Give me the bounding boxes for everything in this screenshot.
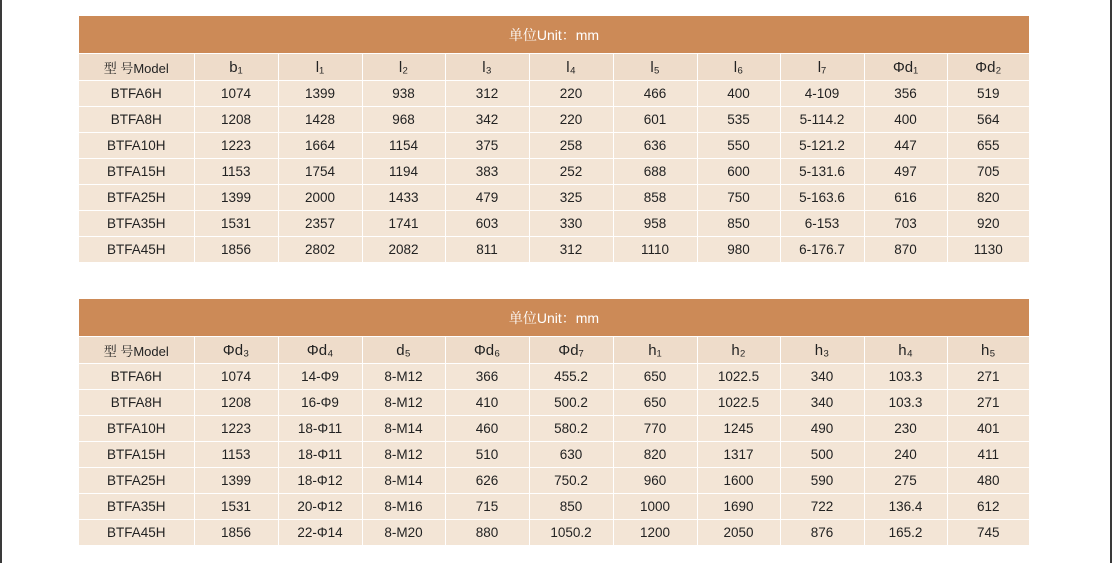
column-header: Φd₂	[947, 54, 1029, 81]
value-cell: 275	[864, 468, 947, 494]
value-cell: 480	[947, 468, 1029, 494]
value-cell: 750.2	[529, 468, 613, 494]
value-cell: 5-131.6	[780, 159, 864, 185]
column-header: Φd₁	[864, 54, 947, 81]
value-cell: 252	[529, 159, 613, 185]
value-cell: 2357	[278, 211, 362, 237]
value-cell: 655	[947, 133, 1029, 159]
value-cell: 1433	[362, 185, 445, 211]
table-row	[79, 81, 1029, 107]
value-cell: 811	[445, 237, 529, 263]
value-cell: 1856	[194, 237, 278, 263]
value-cell: 688	[613, 159, 697, 185]
table-row	[79, 159, 1029, 185]
value-cell: 650	[613, 390, 697, 416]
column-header: Φd₆	[445, 337, 529, 364]
value-cell: 1223	[194, 416, 278, 442]
value-cell: 1741	[362, 211, 445, 237]
column-header: Φd₃	[194, 337, 278, 364]
table-row	[79, 211, 1029, 237]
column-header: Φd₇	[529, 337, 613, 364]
value-cell: 401	[947, 416, 1029, 442]
model-cell: BTFA10H	[79, 133, 194, 159]
value-cell: 312	[529, 237, 613, 263]
column-header: l₁	[278, 54, 362, 81]
column-header: h₃	[780, 337, 864, 364]
value-cell: 4-109	[780, 81, 864, 107]
value-cell: 601	[613, 107, 697, 133]
value-cell: 850	[529, 494, 613, 520]
value-cell: 240	[864, 442, 947, 468]
value-cell: 535	[697, 107, 780, 133]
value-cell: 980	[697, 237, 780, 263]
value-cell: 510	[445, 442, 529, 468]
value-cell: 745	[947, 520, 1029, 546]
value-cell: 1754	[278, 159, 362, 185]
value-cell: 6-176.7	[780, 237, 864, 263]
value-cell: 705	[947, 159, 1029, 185]
value-cell: 1074	[194, 364, 278, 390]
value-cell: 325	[529, 185, 613, 211]
column-header: l₃	[445, 54, 529, 81]
value-cell: 1399	[194, 468, 278, 494]
value-cell: 466	[613, 81, 697, 107]
value-cell: 1050.2	[529, 520, 613, 546]
value-cell: 850	[697, 211, 780, 237]
value-cell: 1154	[362, 133, 445, 159]
value-cell: 2802	[278, 237, 362, 263]
value-cell: 340	[780, 390, 864, 416]
value-cell: 703	[864, 211, 947, 237]
value-cell: 14-Φ9	[278, 364, 362, 390]
table-2-body	[79, 364, 1029, 546]
column-header: 型 号Model	[79, 54, 194, 81]
value-cell: 5-121.2	[780, 133, 864, 159]
value-cell: 1153	[194, 442, 278, 468]
table-row	[79, 185, 1029, 211]
value-cell: 103.3	[864, 390, 947, 416]
value-cell: 375	[445, 133, 529, 159]
value-cell: 340	[780, 364, 864, 390]
value-cell: 603	[445, 211, 529, 237]
table-row	[79, 416, 1029, 442]
value-cell: 1428	[278, 107, 362, 133]
value-cell: 519	[947, 81, 1029, 107]
value-cell: 870	[864, 237, 947, 263]
value-cell: 5-114.2	[780, 107, 864, 133]
table-row	[79, 520, 1029, 546]
column-header: b₁	[194, 54, 278, 81]
column-header: d₅	[362, 337, 445, 364]
value-cell: 383	[445, 159, 529, 185]
value-cell: 1110	[613, 237, 697, 263]
value-cell: 22-Φ14	[278, 520, 362, 546]
model-cell: BTFA45H	[79, 520, 194, 546]
value-cell: 447	[864, 133, 947, 159]
value-cell: 500	[780, 442, 864, 468]
value-cell: 938	[362, 81, 445, 107]
value-cell: 1664	[278, 133, 362, 159]
model-cell: BTFA25H	[79, 185, 194, 211]
value-cell: 8-M12	[362, 442, 445, 468]
value-cell: 220	[529, 107, 613, 133]
value-cell: 16-Φ9	[278, 390, 362, 416]
value-cell: 820	[613, 442, 697, 468]
column-header: l₄	[529, 54, 613, 81]
value-cell: 8-M14	[362, 416, 445, 442]
model-cell: BTFA45H	[79, 237, 194, 263]
table-row	[79, 133, 1029, 159]
value-cell: 312	[445, 81, 529, 107]
value-cell: 8-M20	[362, 520, 445, 546]
model-cell: BTFA35H	[79, 494, 194, 520]
value-cell: 1690	[697, 494, 780, 520]
value-cell: 1208	[194, 107, 278, 133]
value-cell: 1130	[947, 237, 1029, 263]
value-cell: 400	[697, 81, 780, 107]
value-cell: 330	[529, 211, 613, 237]
value-cell: 1022.5	[697, 390, 780, 416]
table-1-body	[79, 81, 1029, 263]
value-cell: 1399	[278, 81, 362, 107]
value-cell: 876	[780, 520, 864, 546]
model-cell: BTFA10H	[79, 416, 194, 442]
model-cell: BTFA15H	[79, 442, 194, 468]
value-cell: 820	[947, 185, 1029, 211]
value-cell: 8-M16	[362, 494, 445, 520]
value-cell: 1317	[697, 442, 780, 468]
value-cell: 490	[780, 416, 864, 442]
value-cell: 410	[445, 390, 529, 416]
model-cell: BTFA8H	[79, 390, 194, 416]
value-cell: 1153	[194, 159, 278, 185]
value-cell: 650	[613, 364, 697, 390]
column-header: l₆	[697, 54, 780, 81]
value-cell: 2050	[697, 520, 780, 546]
value-cell: 1074	[194, 81, 278, 107]
value-cell: 880	[445, 520, 529, 546]
value-cell: 356	[864, 81, 947, 107]
value-cell: 616	[864, 185, 947, 211]
value-cell: 366	[445, 364, 529, 390]
value-cell: 1245	[697, 416, 780, 442]
table-row	[79, 237, 1029, 263]
column-header: h₂	[697, 337, 780, 364]
value-cell: 8-M12	[362, 390, 445, 416]
value-cell: 564	[947, 107, 1029, 133]
value-cell: 18-Φ12	[278, 468, 362, 494]
value-cell: 1200	[613, 520, 697, 546]
value-cell: 230	[864, 416, 947, 442]
model-cell: BTFA6H	[79, 81, 194, 107]
table-2-title-row	[79, 299, 1029, 337]
table-row	[79, 390, 1029, 416]
value-cell: 165.2	[864, 520, 947, 546]
value-cell: 460	[445, 416, 529, 442]
value-cell: 750	[697, 185, 780, 211]
value-cell: 136.4	[864, 494, 947, 520]
value-cell: 8-M12	[362, 364, 445, 390]
left-frame-border	[0, 0, 2, 563]
value-cell: 5-163.6	[780, 185, 864, 211]
model-cell: BTFA25H	[79, 468, 194, 494]
value-cell: 590	[780, 468, 864, 494]
table-1-title-row	[79, 16, 1029, 54]
value-cell: 636	[613, 133, 697, 159]
value-cell: 920	[947, 211, 1029, 237]
value-cell: 2000	[278, 185, 362, 211]
value-cell: 6-153	[780, 211, 864, 237]
value-cell: 411	[947, 442, 1029, 468]
value-cell: 342	[445, 107, 529, 133]
table-row	[79, 107, 1029, 133]
table-2-unit-title: 单位Unit：mm	[79, 299, 1029, 337]
column-header: 型 号Model	[79, 337, 194, 364]
model-cell: BTFA6H	[79, 364, 194, 390]
value-cell: 20-Φ12	[278, 494, 362, 520]
value-cell: 1856	[194, 520, 278, 546]
column-header: l₅	[613, 54, 697, 81]
value-cell: 630	[529, 442, 613, 468]
value-cell: 612	[947, 494, 1029, 520]
table-row	[79, 494, 1029, 520]
value-cell: 1531	[194, 494, 278, 520]
value-cell: 958	[613, 211, 697, 237]
table-2-header-row	[79, 337, 1029, 364]
value-cell: 258	[529, 133, 613, 159]
table-row	[79, 468, 1029, 494]
value-cell: 479	[445, 185, 529, 211]
value-cell: 960	[613, 468, 697, 494]
column-header: Φd₄	[278, 337, 362, 364]
value-cell: 103.3	[864, 364, 947, 390]
value-cell: 1223	[194, 133, 278, 159]
model-cell: BTFA8H	[79, 107, 194, 133]
value-cell: 1208	[194, 390, 278, 416]
value-cell: 1000	[613, 494, 697, 520]
value-cell: 1022.5	[697, 364, 780, 390]
value-cell: 8-M14	[362, 468, 445, 494]
model-cell: BTFA15H	[79, 159, 194, 185]
table-row	[79, 442, 1029, 468]
value-cell: 968	[362, 107, 445, 133]
column-header: h₄	[864, 337, 947, 364]
column-header: l₇	[780, 54, 864, 81]
value-cell: 770	[613, 416, 697, 442]
value-cell: 1531	[194, 211, 278, 237]
dimension-table-2	[79, 299, 1029, 545]
value-cell: 271	[947, 364, 1029, 390]
value-cell: 626	[445, 468, 529, 494]
table-1-header-row	[79, 54, 1029, 81]
value-cell: 18-Φ11	[278, 442, 362, 468]
value-cell: 550	[697, 133, 780, 159]
column-header: h₁	[613, 337, 697, 364]
value-cell: 1600	[697, 468, 780, 494]
value-cell: 858	[613, 185, 697, 211]
value-cell: 715	[445, 494, 529, 520]
value-cell: 400	[864, 107, 947, 133]
value-cell: 18-Φ11	[278, 416, 362, 442]
column-header: l₂	[362, 54, 445, 81]
value-cell: 455.2	[529, 364, 613, 390]
value-cell: 2082	[362, 237, 445, 263]
value-cell: 722	[780, 494, 864, 520]
model-cell: BTFA35H	[79, 211, 194, 237]
value-cell: 580.2	[529, 416, 613, 442]
dimension-table-1	[79, 16, 1029, 262]
value-cell: 1399	[194, 185, 278, 211]
table-row	[79, 364, 1029, 390]
value-cell: 271	[947, 390, 1029, 416]
value-cell: 1194	[362, 159, 445, 185]
value-cell: 220	[529, 81, 613, 107]
value-cell: 497	[864, 159, 947, 185]
table-1-unit-title: 单位Unit：mm	[79, 16, 1029, 54]
value-cell: 600	[697, 159, 780, 185]
value-cell: 500.2	[529, 390, 613, 416]
column-header: h₅	[947, 337, 1029, 364]
